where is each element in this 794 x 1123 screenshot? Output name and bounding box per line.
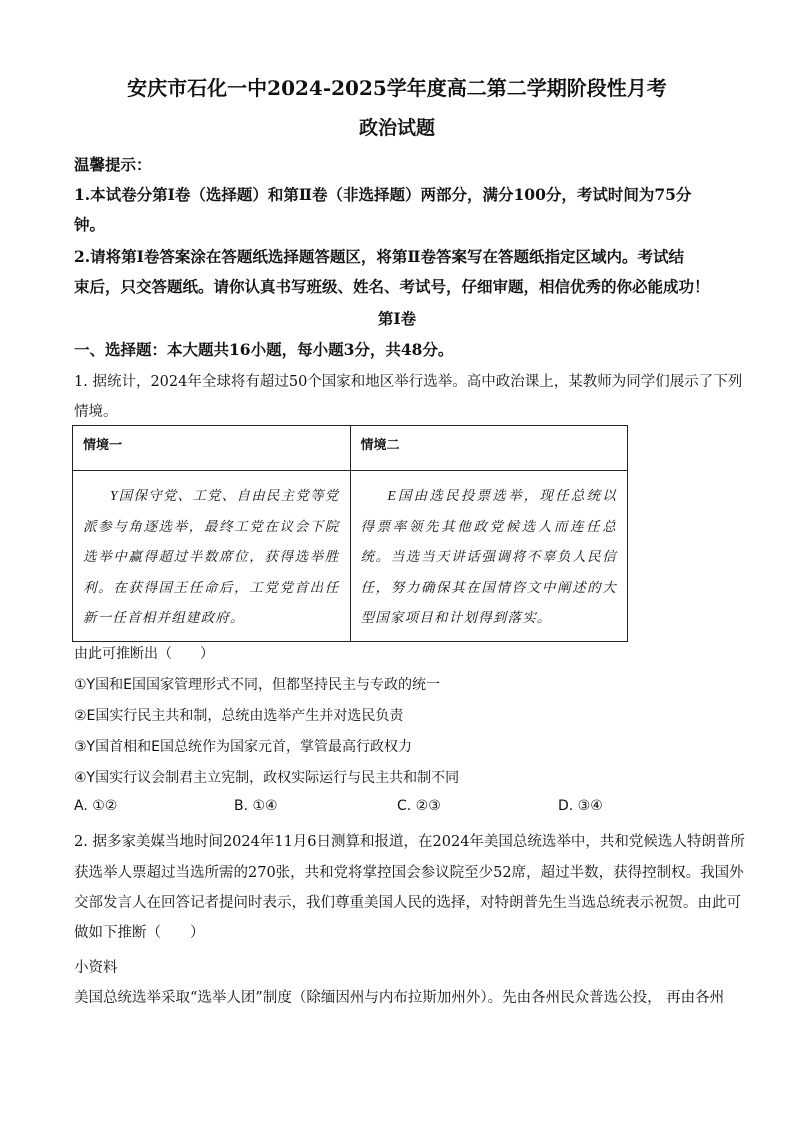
volume-label: 第Ⅰ卷 xyxy=(377,309,417,328)
question-2-stem: 交部发言人在回答记者提问时表示，我们尊重美国人民的选择，对特朗普先生当选总统表示祝贺。由此可 xyxy=(74,895,741,911)
statement-option: ③Y国首相和E国总统作为国家元首，掌管最高行政权力 xyxy=(74,739,412,755)
exam-title: 安庆市石化一中2024-2025学年度高二第二学期阶段性月考 xyxy=(127,76,667,100)
notice-line: 束后，只交答题纸。请你认真书写班级、姓名、考试号，仔细审题，相信优秀的你必能成功！ xyxy=(74,277,710,296)
info-label: 小资料 xyxy=(74,960,118,976)
statement-option: ④Y国实行议会制君主立宪制，政权实际运行与民主共和制不同 xyxy=(74,770,460,786)
question-1-stem: 情境。 xyxy=(74,404,118,420)
statement-option: ②E国实行民主共和制，总统由选举产生并对选民负责 xyxy=(74,708,404,724)
scenario-text-1: Y国保守党、工党、自由民主党等党派参与角逐选举，最终工党在议会下院选举中赢得超过半数席位，获得选举胜利。在获得国王任命后，工党党首出任新一任首相并组建政府。 xyxy=(73,471,351,642)
info-text: 美国总统选举采取“选举人团”制度（除缅因州与内布拉斯加州外）。先由各州民众普选公投， 再由各州 xyxy=(74,990,725,1006)
scenario-table xyxy=(72,425,628,642)
question-1-stem: 1. 据统计，2024年全球将有超过50个国家和地区举行选举。高中政治课上，某教师为同学们展示了下列 xyxy=(74,374,743,390)
question-2-stem: 获选举人票超过当选所需的270张，共和党将掌控国会参议院至少52席，超过半数，获得控制权。我国外 xyxy=(74,865,744,881)
answer-choice-d[interactable]: D. ③④ xyxy=(558,798,603,814)
answer-choice-c[interactable]: C. ②③ xyxy=(397,798,441,814)
answer-choice-a[interactable]: A. ①② xyxy=(74,798,118,814)
notice-line: 钟。 xyxy=(74,215,106,234)
notice-line: 2.请将第Ⅰ卷答案涂在答题纸选择题答题区，将第Ⅱ卷答案写在答题纸指定区域内。考试结 xyxy=(74,247,684,266)
notice-line: 1.本试卷分第Ⅰ卷（选择题）和第Ⅱ卷（非选择题）两部分，满分100分，考试时间为75分 xyxy=(74,185,692,204)
scenario-header-1: 情境一 xyxy=(73,426,351,471)
scenario-header-2: 情境二 xyxy=(350,426,628,471)
question-2-stem: 2. 据多家美媒当地时间2024年11月6日测算和报道，在2024年美国总统选举中，共和党候选人特朗普所 xyxy=(74,834,745,850)
question-prompt: 由此可推断出（ ） xyxy=(74,646,214,662)
scenario-text-2: E国由选民投票选举，现任总统以得票率领先其他政党候选人而连任总统。当选当天讲话强调将不辜负人民信任，努力确保其在国情咨文中阐述的大型国家项目和计划得到落实。 xyxy=(350,471,628,642)
exam-subtitle: 政治试题 xyxy=(358,117,435,139)
question-2-stem: 做如下推断（ ） xyxy=(74,925,205,941)
answer-choice-b[interactable]: B. ①④ xyxy=(234,798,278,814)
statement-option: ①Y国和E国国家管理形式不同，但都坚持民主与专政的统一 xyxy=(74,677,440,693)
notice-heading: 温馨提示： xyxy=(74,155,152,174)
section-heading: 一、选择题：本大题共16小题，每小题3分，共48分。 xyxy=(74,340,454,359)
